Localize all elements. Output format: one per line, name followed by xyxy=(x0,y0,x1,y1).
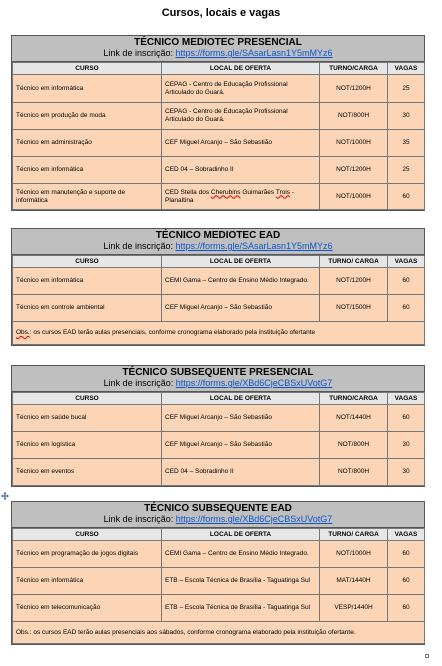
cell-turno: NOT/1200H xyxy=(320,157,388,184)
obs-note: Obs.: os cursos EAD terão aulas presenciais, conforme cronograma elaborado pela instituição ofertante xyxy=(13,322,425,345)
cell-local: CEMI Gama – Centro de Ensino Médio Integrado. xyxy=(162,541,320,568)
section-subsequente-ead xyxy=(11,501,425,645)
table-row xyxy=(13,157,425,184)
cell-turno: NOT/1000H xyxy=(320,130,388,157)
table-row xyxy=(13,541,425,568)
cell-curso: Técnico em telecomunicação xyxy=(13,595,162,622)
link-label: Link de inscrição: xyxy=(103,48,173,58)
cell-local: CED 04 – Sobradinho II xyxy=(162,459,320,486)
table-header-row xyxy=(13,256,425,268)
cell-local: CEF Miguel Arcanjo – São Sebastião xyxy=(162,295,320,322)
table-row xyxy=(13,103,425,130)
col-header-vagas: VAGAS xyxy=(388,393,425,405)
course-table xyxy=(12,62,425,210)
table-row xyxy=(13,459,425,486)
col-header-curso: CURSO xyxy=(13,256,162,268)
table-row xyxy=(13,75,425,103)
col-header-turno: TURNO/ CARGA xyxy=(320,529,388,541)
cell-turno: NOT/1440H xyxy=(320,405,388,432)
section-header xyxy=(12,366,424,392)
section-title: TÉCNICO SUBSEQUENTE PRESENCIAL xyxy=(122,367,314,378)
cell-local: CEF Miguel Arcanjo – São Sebastião xyxy=(162,432,320,459)
section-title: TÉCNICO MEDIOTEC EAD xyxy=(155,230,281,241)
col-header-turno: TURNO/CARGA xyxy=(320,393,388,405)
cell-turno: NOT/1000H xyxy=(320,541,388,568)
cell-vagas: 30 xyxy=(388,432,425,459)
cell-local: CEPAG - Centro de Educação Profissional Articulado do Guará. xyxy=(162,75,320,103)
cell-turno: NOT/800H xyxy=(320,103,388,130)
cell-local: CEF Miguel Arcanjo – São Sebastião xyxy=(162,405,320,432)
table-header-row xyxy=(13,63,425,75)
cell-local: ETB – Escola Técnica de Brasília - Taguatinga Sul xyxy=(162,568,320,595)
cell-turno: NOT/1200H xyxy=(320,268,388,295)
table-header-row xyxy=(13,529,425,541)
move-arrows-icon[interactable] xyxy=(1,492,9,500)
table-row xyxy=(13,322,425,345)
cell-curso: Técnico em logística xyxy=(13,432,162,459)
col-header-curso: CURSO xyxy=(13,529,162,541)
cell-vagas: 25 xyxy=(388,157,425,184)
spellcheck-word: Cherubins xyxy=(210,188,241,196)
table-row xyxy=(13,622,425,644)
col-header-local: LOCAL DE OFERTA xyxy=(162,256,320,268)
cell-vagas: 60 xyxy=(388,405,425,432)
course-table xyxy=(12,528,425,644)
section-header xyxy=(12,36,424,62)
col-header-turno: TURNO/ CARGA xyxy=(320,256,388,268)
cell-turno: NOT/800H xyxy=(320,432,388,459)
course-table xyxy=(12,255,425,345)
cell-local: CED 04 – Sobradinho II xyxy=(162,157,320,184)
cell-local: CEPAG - Centro de Educação Profissional Articulado do Guará. xyxy=(162,103,320,130)
spellcheck-word: Trois xyxy=(275,188,291,196)
section-mediotec-ead xyxy=(11,228,425,346)
cell-local: CED Stella dos Cherubins Guimarães Trois - Planaltina xyxy=(162,184,320,210)
table-row xyxy=(13,432,425,459)
link-label: Link de inscrição: xyxy=(103,378,174,388)
cell-vagas: 30 xyxy=(388,103,425,130)
cell-curso: Técnico em produção de moda xyxy=(13,103,162,130)
cell-turno: NOT/1500H xyxy=(320,295,388,322)
table-resize-icon[interactable] xyxy=(425,654,429,658)
cell-local: CEF Miguel Arcanjo – São Sebastião xyxy=(162,130,320,157)
cell-curso: Técnico em manutenção e suporte de informática xyxy=(13,184,162,210)
cell-vagas: 60 xyxy=(388,595,425,622)
cell-curso: Técnico em informática xyxy=(13,75,162,103)
table-row xyxy=(13,295,425,322)
cell-curso: Técnico em controle ambiental xyxy=(13,295,162,322)
cell-vagas: 25 xyxy=(388,75,425,103)
registration-link[interactable]: https://forms.gle/SAsarLasn1Y5mMYz6 xyxy=(175,48,333,58)
table-header-row xyxy=(13,393,425,405)
section-header xyxy=(12,502,424,528)
cell-vagas: 60 xyxy=(388,295,425,322)
cell-local: ETB – Escola Técnica de Brasília - Taguatinga Sul xyxy=(162,595,320,622)
registration-link[interactable]: https://forms.gle/XBd6CjeCBSxUVotG7 xyxy=(175,378,333,388)
spellcheck-word: Obs. xyxy=(16,329,30,336)
col-header-vagas: VAGAS xyxy=(388,256,425,268)
table-row xyxy=(13,405,425,432)
cell-vagas: 35 xyxy=(388,130,425,157)
col-header-vagas: VAGAS xyxy=(388,529,425,541)
col-header-curso: CURSO xyxy=(13,63,162,75)
link-label: Link de inscrição: xyxy=(103,241,173,251)
cell-curso: Técnico em informática xyxy=(13,568,162,595)
cell-curso: Técnico em informática xyxy=(13,157,162,184)
section-mediotec-presencial xyxy=(11,35,425,211)
col-header-turno: TURNO/CARGA xyxy=(320,63,388,75)
table-row xyxy=(13,268,425,295)
table-row xyxy=(13,130,425,157)
cell-curso: Técnico em informática xyxy=(13,268,162,295)
col-header-curso: CURSO xyxy=(13,393,162,405)
page-title: Cursos, locais e vagas xyxy=(161,7,281,19)
col-header-vagas: VAGAS xyxy=(388,63,425,75)
cell-curso: Técnico em programação de jogos digitais xyxy=(13,541,162,568)
table-row xyxy=(13,595,425,622)
cell-vagas: 60 xyxy=(388,268,425,295)
section-header xyxy=(12,229,424,255)
course-table xyxy=(12,392,425,486)
cell-turno: NOT/1000H xyxy=(320,184,388,210)
cell-turno: MAT/1440H xyxy=(320,568,388,595)
col-header-local: LOCAL DE OFERTA xyxy=(162,63,320,75)
cell-vagas: 60 xyxy=(388,184,425,210)
registration-link[interactable]: https://forms.gle/XBd6CjeCBSxUVotG7 xyxy=(175,514,333,524)
registration-link[interactable]: https://forms.gle/SAsarLasn1Y5mMYz6 xyxy=(175,241,333,251)
section-title: TÉCNICO MEDIOTEC PRESENCIAL xyxy=(134,37,302,48)
cell-turno: NOT/1200H xyxy=(320,75,388,103)
obs-note: Obs.: os cursos EAD terão aulas presenciais aos sábados, conforme cronograma elaborado pela instituição ofertante. xyxy=(13,622,425,644)
cell-vagas: 60 xyxy=(388,568,425,595)
cell-curso: Técnico em saúde bucal xyxy=(13,405,162,432)
section-title: TÉCNICO SUBSEQUENTE EAD xyxy=(144,503,292,514)
cell-curso: Técnico em administração xyxy=(13,130,162,157)
cell-local: CEMI Gama – Centro de Ensino Médio Integrado. xyxy=(162,268,320,295)
col-header-local: LOCAL DE OFERTA xyxy=(162,529,320,541)
cell-vagas: 60 xyxy=(388,541,425,568)
section-subsequente-presencial xyxy=(11,365,425,487)
link-label: Link de inscrição: xyxy=(103,514,174,524)
cell-vagas: 30 xyxy=(388,459,425,486)
cell-turno: NOT/800H xyxy=(320,459,388,486)
col-header-local: LOCAL DE OFERTA xyxy=(162,393,320,405)
table-row xyxy=(13,568,425,595)
cell-curso: Técnico em eventos xyxy=(13,459,162,486)
table-row xyxy=(13,184,425,210)
cell-turno: VESP/1440H xyxy=(320,595,388,622)
